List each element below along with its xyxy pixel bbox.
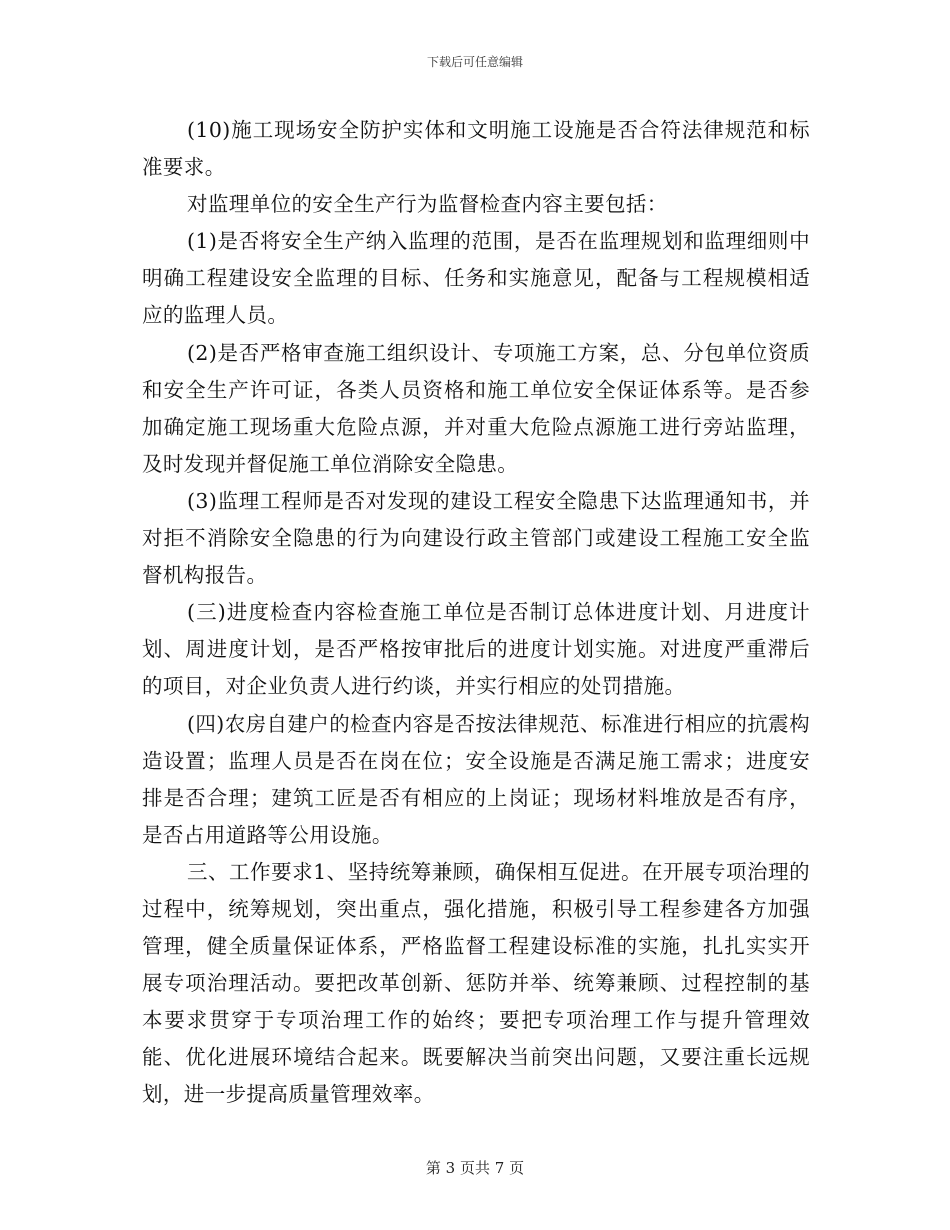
paragraph-supervision-intro: 对监理单位的安全生产行为监督检查内容主要包括： xyxy=(187,192,668,217)
page-number: 第 3 页共 7 页 xyxy=(425,1159,525,1177)
paragraph-supervision-2: (2)是否严格审查施工组织设计、专项施工方案，总、分包单位资质和安全生产许可证，各类人员资格和施工单位安全保证体系等。是否参加确定施工现场重大危险点源，并对重大危险点源施工进行旁站监理，及时发现并督促施工单位消除安全隐患。 xyxy=(142,340,810,476)
page-header: 下载后可任意编辑 xyxy=(426,55,523,69)
paragraph-supervision-3: (3)监理工程师是否对发现的建设工程安全隐患下达监理通知书，并对拒不消除安全隐患的行为向建设行政主管部门或建设工程施工安全监督机构报告。 xyxy=(142,488,810,588)
document-body xyxy=(142,112,810,1114)
paragraph-supervision-1: (1)是否将安全生产纳入监理的范围，是否在监理规划和监理细则中明确工程建设安全监理的目标、任务和实施意见，配备与工程规模相适应的监理人员。 xyxy=(142,229,810,328)
paragraph-work-requirements: 三、工作要求1、坚持统筹兼顾，确保相互促进。在开展专项治理的过程中，统筹规划，突出重点，强化措施，积极引导工程参建各方加强管理，健全质量保证体系，严格监督工程建设标准的实施，扎扎实实开展专项治理活动。要把改革创新、惩防并举、统筹兼顾、过程控制的基本要求贯穿于专项治理工作的始终；要把专项治理工作与提升管理效能、优化进展环境结合起来。既要解决当前突出问题，又要注重长远规划，进一步提高质量管理效率。 xyxy=(142,859,810,1107)
paragraph-progress-check: (三)进度检查内容检查施工单位是否制订总体进度计划、月进度计划、周进度计划，是否严格按审批后的进度计划实施。对进度严重滞后的项目，对企业负责人进行约谈，并实行相应的处罚措施。 xyxy=(142,600,810,699)
paragraph-item-10: (10)施工现场安全防护实体和文明施工设施是否合符法律规范和标准要求。 xyxy=(142,118,810,180)
paragraph-rural-housing-check: (四)农房自建户的检查内容是否按法律规范、标准进行相应的抗震构造设置；监理人员是否在岗在位；安全设施是否满足施工需求；进度安排是否合理；建筑工匠是否有相应的上岗证；现场材料堆放是否有序，是否占用道路等公用设施。 xyxy=(142,711,810,847)
